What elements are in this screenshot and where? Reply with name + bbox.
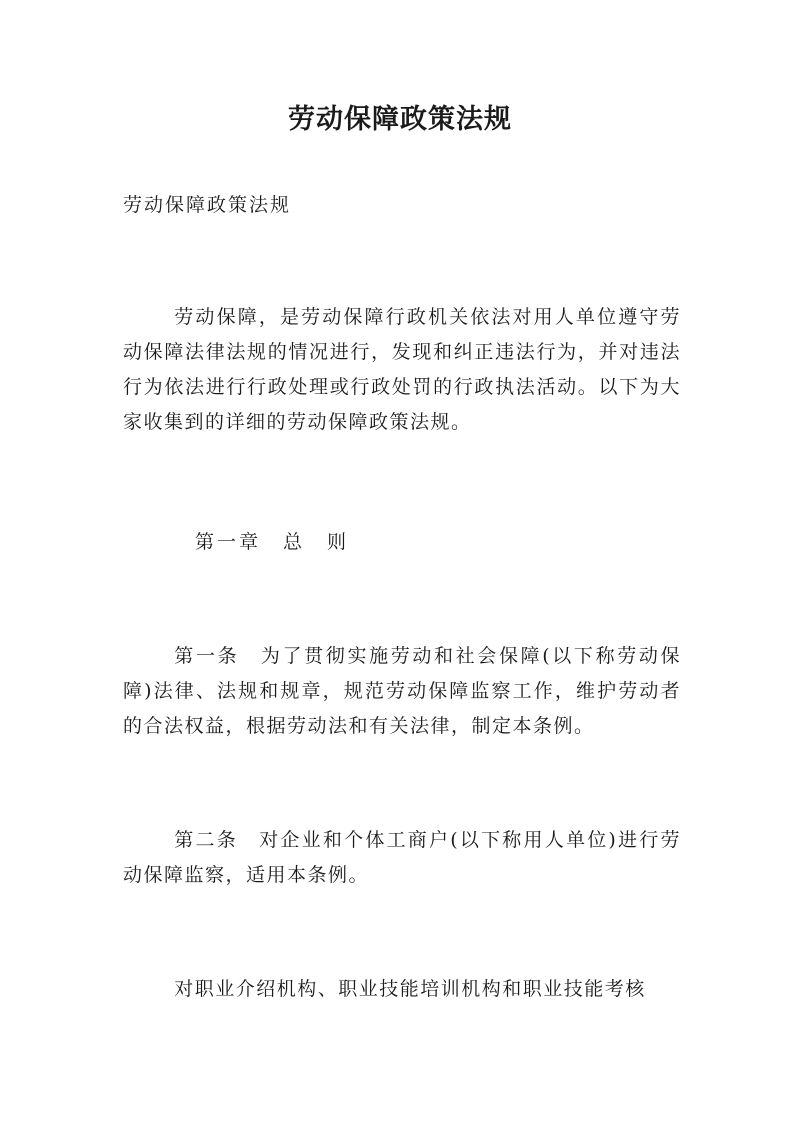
article-2-continued-paragraph: 对职业介绍机构、职业技能培训机构和职业技能考核 [174,978,646,1000]
document-subtitle: 劳动保障政策法规 [123,194,292,216]
article-2-paragraph: 第二条 对企业和个体工商户(以下称用人单位)进行劳动保障监察，适用本条例。 [123,829,681,886]
chapter-heading: 第一章 总 则 [195,531,350,553]
document-title: 劳动保障政策法规 [288,104,512,135]
article-1-paragraph: 第一条 为了贯彻实施劳动和社会保障(以下称劳动保障)法律、法规和规章，规范劳动保障监察工作，维护劳动者的合法权益，根据劳动法和有关法律，制定本条例。 [123,645,681,737]
intro-paragraph: 劳动保障，是劳动保障行政机关依法对用人单位遵守劳动保障法律法规的情况进行，发现和纠正违法行为，并对违法行为依法进行行政处理或行政处罚的行政执法活动。以下为大家收集到的详细的劳动保障政策法规。 [123,306,681,433]
